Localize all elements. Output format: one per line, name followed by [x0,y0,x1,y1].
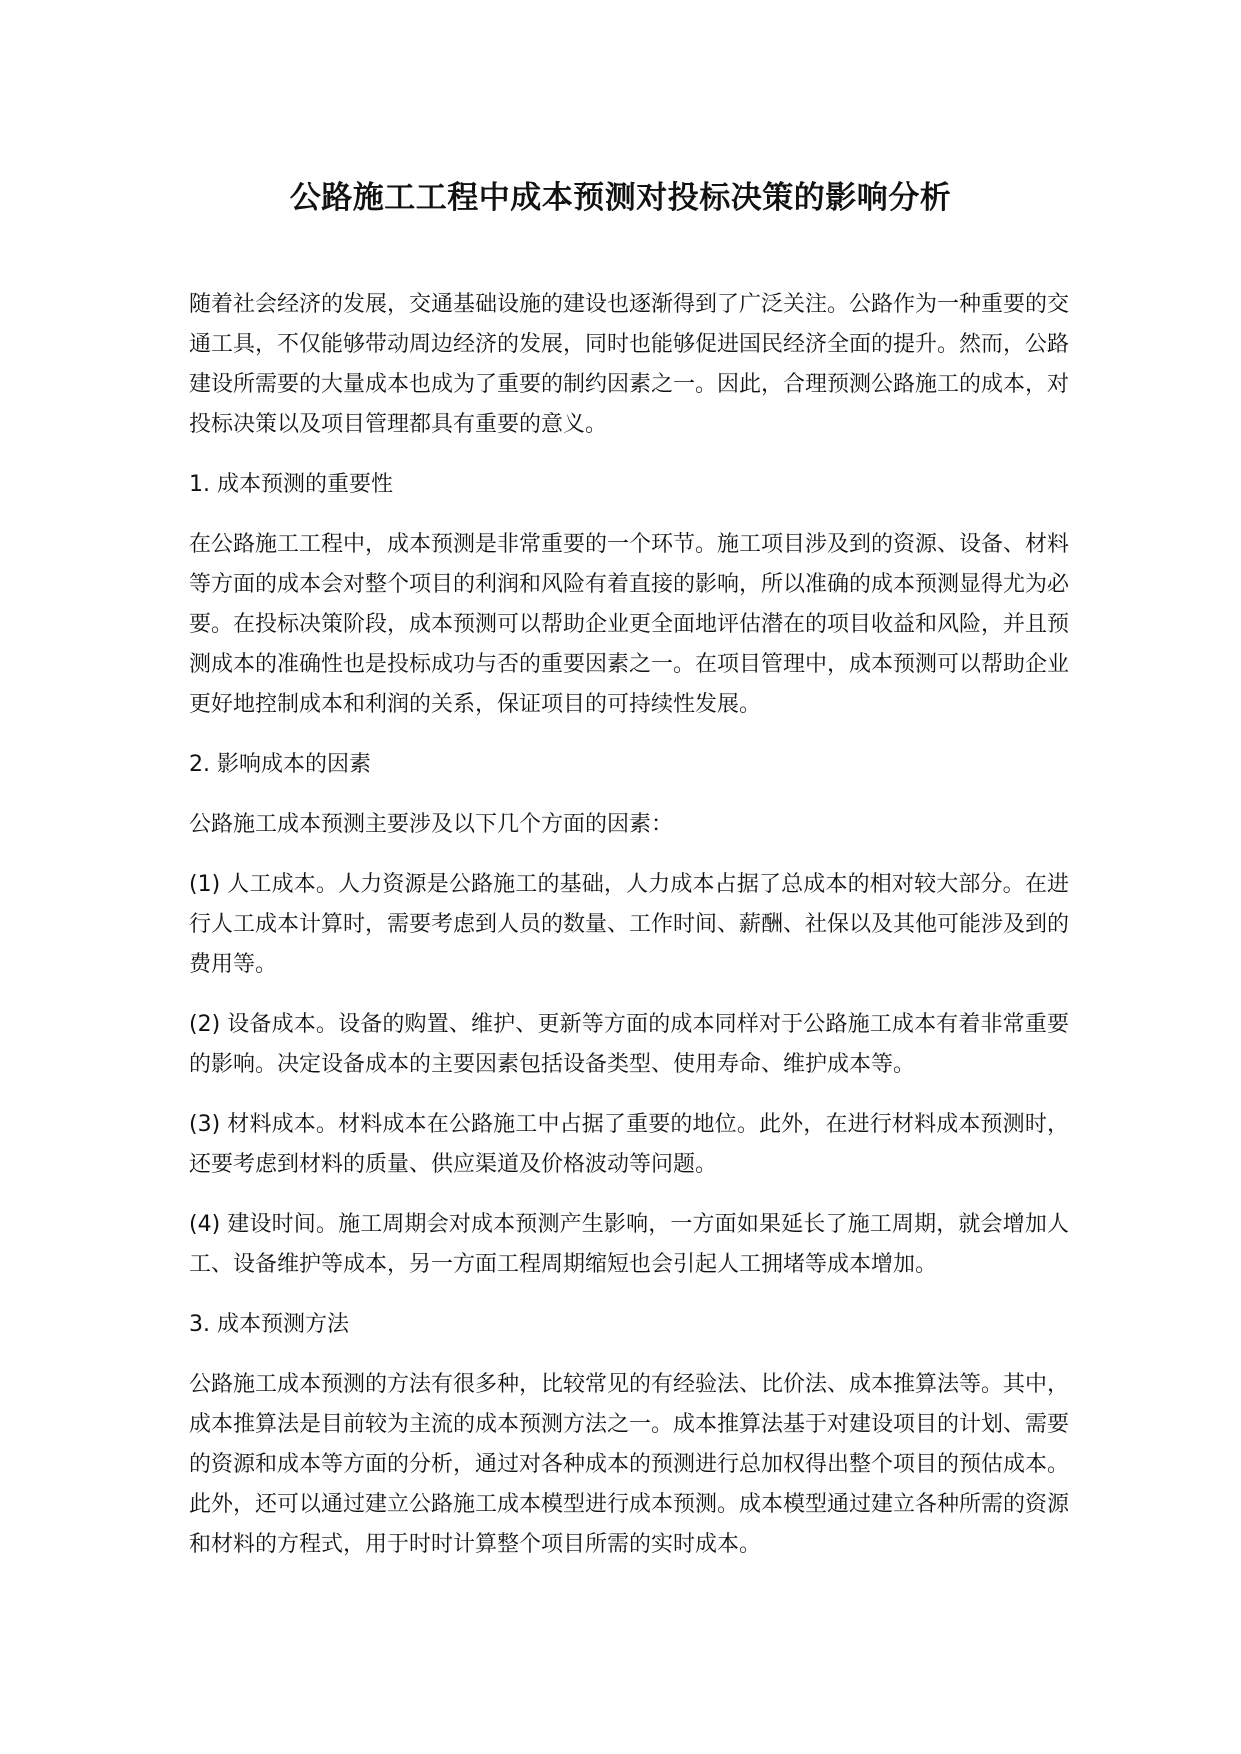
intro-paragraph: 随着社会经济的发展，交通基础设施的建设也逐渐得到了广泛关注。公路作为一种重要的交通工具，不仅能够带动周边经济的发展，同时也能够促进国民经济全面的提升。然而，公路建设所需要的大量成本也成为了重要的制约因素之一。因此，合理预测公路施工的成本，对投标决策以及项目管理都具有重要的意义。 [189,292,1070,437]
section-heading-3: 3. 成本预测方法 [189,1312,349,1337]
factor-material-paragraph: (3) 材料成本。材料成本在公路施工中占据了重要的地位。此外，在进行材料成本预测时，还要考虑到材料的质量、供应渠道及价格波动等问题。 [189,1112,1069,1177]
document-body [189,285,1069,1585]
section-heading-1: 1. 成本预测的重要性 [189,472,393,497]
section-heading-2: 2. 影响成本的因素 [189,752,371,777]
factor-labor-paragraph: (1) 人工成本。人力资源是公路施工的基础，人力成本占据了总成本的相对较大部分。在进行人工成本计算时，需要考虑到人员的数量、工作时间、薪酬、社保以及其他可能涉及到的费用等。 [189,872,1070,977]
section-3-paragraph: 公路施工成本预测的方法有很多种，比较常见的有经验法、比价法、成本推算法等。其中，成本推算法是目前较为主流的成本预测方法之一。成本推算法基于对建设项目的计划、需要的资源和成本等方面的分析，通过对各种成本的预测进行总加权得出整个项目的预估成本。此外，还可以通过建立公路施工成本模型进行成本预测。成本模型通过建立各种所需的资源和材料的方程式，用于时时计算整个项目所需的实时成本。 [189,1372,1070,1557]
document-title: 公路施工工程中成本预测对投标决策的影响分析 [289,180,952,216]
factor-equipment-paragraph: (2) 设备成本。设备的购置、维护、更新等方面的成本同样对于公路施工成本有着非常重要的影响。决定设备成本的主要因素包括设备类型、使用寿命、维护成本等。 [189,1012,1069,1077]
section-2-intro-paragraph: 公路施工成本预测主要涉及以下几个方面的因素： [189,812,674,837]
factor-time-paragraph: (4) 建设时间。施工周期会对成本预测产生影响，一方面如果延长了施工周期，就会增加人工、设备维护等成本，另一方面工程周期缩短也会引起人工拥堵等成本增加。 [189,1212,1069,1277]
section-1-paragraph: 在公路施工工程中，成本预测是非常重要的一个环节。施工项目涉及到的资源、设备、材料等方面的成本会对整个项目的利润和风险有着直接的影响，所以准确的成本预测显得尤为必要。在投标决策阶段，成本预测可以帮助企业更全面地评估潜在的项目收益和风险，并且预测成本的准确性也是投标成功与否的重要因素之一。在项目管理中，成本预测可以帮助企业更好地控制成本和利润的关系，保证项目的可持续性发展。 [189,532,1070,717]
